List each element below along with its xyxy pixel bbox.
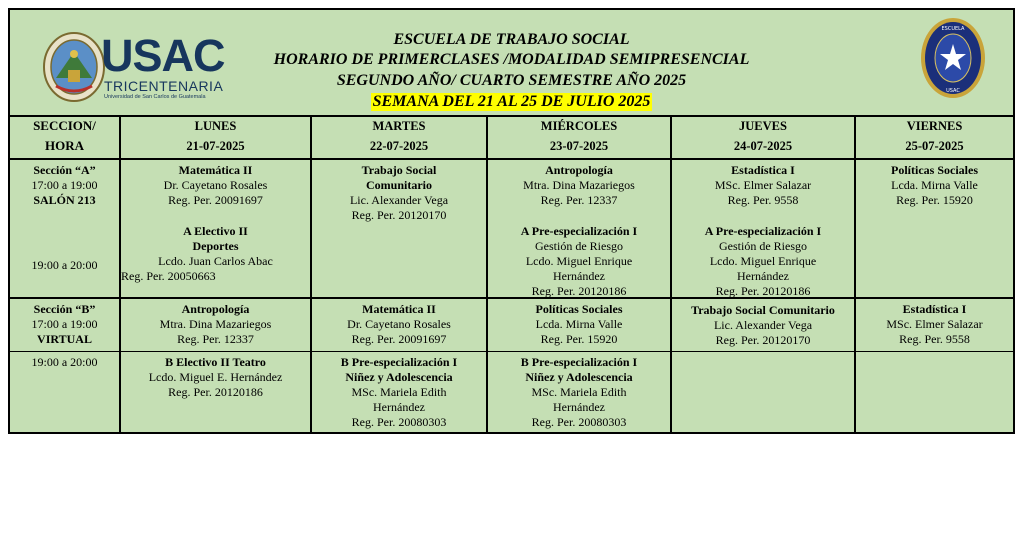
usac-wordmark: USAC: [101, 30, 225, 81]
usac-university-name: Universidad de San Carlos de Guatemala: [104, 94, 206, 100]
section-b-time2: 19:00 a 20:00: [31, 355, 98, 369]
title-week: SEMANA DEL 21 AL 25 DE JULIO 2025: [372, 93, 651, 110]
section-a-time1: 17:00 a 19:00: [31, 178, 98, 192]
b1-miercoles: Políticas Sociales Lcda. Mirna Valle Reg. Per. 15920: [535, 302, 623, 346]
a1-jueves: Estadística I MSc. Elmer Salazar Reg. Per. 9558: [714, 163, 812, 207]
usac-tagline: TRICENTENARIA: [104, 78, 224, 94]
header-day-miercoles: MIÉRCOLES 23-07-2025: [540, 119, 618, 153]
header-day-viernes: VIERNES 25-07-2025: [905, 119, 964, 153]
b2-miercoles: B Pre-especialización I Niñez y Adolescencia MSc. Mariela Edith Hernández Reg. Per. 20080303: [520, 355, 638, 429]
svg-text:ESCUELA: ESCUELA: [941, 26, 965, 32]
a1-viernes: Políticas Sociales Lcda. Mirna Valle Reg. Per. 15920: [891, 163, 978, 207]
header-day-lunes: LUNES 21-07-2025: [186, 119, 245, 153]
b1-martes: Matemática II Dr. Cayetano Rosales Reg. Per. 20091697: [347, 302, 451, 346]
a2-lunes: A Electivo II Deportes Lcdo. Juan Carlos Abac Reg. Per. 20050663: [121, 224, 273, 283]
b2-martes: B Pre-especialización I Niñez y Adolescencia MSc. Mariela Edith Hernández Reg. Per. 20080303: [340, 355, 458, 429]
a1-miercoles: Antropología Mtra. Dina Mazariegos Reg. Per. 12337: [523, 163, 635, 207]
title-schedule: HORARIO DE PRIMERCLASES /MODALIDAD SEMIPRESENCIAL: [273, 51, 750, 68]
title-semester: SEGUNDO AÑO/ CUARTO SEMESTRE AÑO 2025: [336, 72, 687, 89]
section-b-label: Sección “B”: [33, 302, 96, 316]
header: [10, 10, 1013, 115]
section-a-info: [10, 163, 119, 208]
a1-martes: Trabajo Social Comunitario Lic. Alexander Vega Reg. Per. 20120170: [349, 163, 449, 222]
b1-lunes: Antropología Mtra. Dina Mazariegos Reg. Per. 12337: [159, 302, 272, 346]
header-day-martes: MARTES 22-07-2025: [369, 119, 429, 153]
b1-jueves: Trabajo Social Comunitario Lic. Alexander Vega Reg. Per. 20120170: [691, 303, 835, 347]
title-school: ESCUELA DE TRABAJO SOCIAL: [393, 31, 630, 48]
header-section: [10, 116, 119, 156]
section-a-time2: 19:00 a 20:00: [31, 258, 98, 272]
header-day-jueves: JUEVES 24-07-2025: [733, 119, 793, 153]
section-a-room: SALÓN 213: [33, 193, 96, 207]
section-b-time1: 17:00 a 19:00: [31, 317, 98, 331]
b1-viernes: Estadística I MSc. Elmer Salazar Reg. Per. 9558: [886, 302, 983, 346]
header-section-line1: SECCION/: [33, 118, 96, 133]
school-emblem-icon: [919, 16, 987, 100]
schedule-sheet: [8, 8, 1015, 434]
section-b-room: VIRTUAL: [37, 332, 92, 346]
a2-jueves: A Pre-especialización I Gestión de Riesgo Lcdo. Miguel Enrique Hernández Reg. Per. 20120186: [704, 224, 822, 298]
b2-lunes: B Electivo II Teatro Lcdo. Miguel E. Hernández Reg. Per. 20120186: [148, 355, 283, 399]
a2-miercoles: A Pre-especialización I Gestión de Riesgo Lcdo. Miguel Enrique Hernández Reg. Per. 20120186: [520, 224, 638, 298]
section-b-info: [10, 302, 119, 347]
section-a-label: Sección “A”: [33, 163, 96, 177]
a1-lunes: Matemática II Dr. Cayetano Rosales Reg. Per. 20091697: [163, 163, 268, 207]
header-section-line2: HORA: [45, 138, 84, 153]
svg-text:USAC: USAC: [946, 88, 960, 94]
